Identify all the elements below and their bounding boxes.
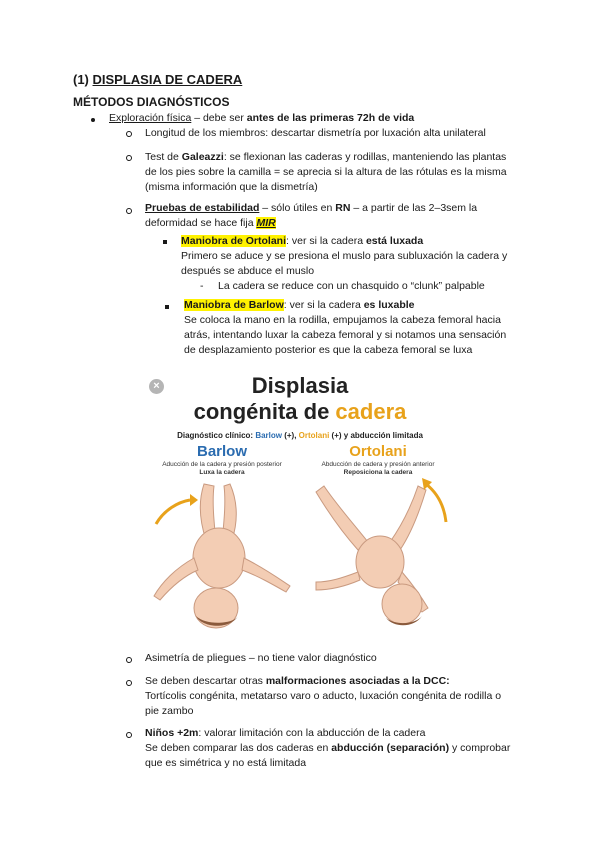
barlow-name: Maniobra de Barlow bbox=[184, 299, 284, 311]
section-heading: MÉTODOS DIAGNÓSTICOS bbox=[73, 95, 230, 109]
ninos-line2c: y comprobar bbox=[449, 742, 511, 754]
figure-title-2b: cadera bbox=[335, 399, 407, 424]
estabilidad-rest-a: – sólo útiles en bbox=[259, 202, 336, 214]
ortolani-arrow-icon bbox=[426, 484, 446, 522]
ninos-line2a: Se deben comparar las dos caderas en bbox=[145, 742, 332, 754]
malformaciones-pre: Se deben descartar otras bbox=[145, 675, 266, 687]
malformaciones-block bbox=[145, 674, 535, 719]
figure-title-2a: congénita de bbox=[193, 399, 336, 424]
exploracion-label: Exploración física bbox=[109, 112, 192, 124]
barlow-arrow-icon bbox=[156, 500, 190, 524]
malformaciones-line2: Tortícolis congénita, metatarso varo o aducto, luxación congénita de rodilla o bbox=[145, 690, 502, 702]
ninos-bold: Niños +2m bbox=[145, 727, 199, 739]
ortolani-sub-dash: - bbox=[200, 280, 204, 292]
galeazzi-name: Galeazzi bbox=[181, 151, 224, 163]
galeazzi-pre: Test de bbox=[145, 151, 182, 163]
estabilidad-line2: deformidad se hace fija bbox=[145, 217, 257, 229]
bullet-circle bbox=[126, 657, 132, 663]
ortolani-sub: La cadera se reduce con un chasquido o “clunk” palpable bbox=[218, 280, 485, 292]
ortolani-block bbox=[181, 234, 541, 279]
malformaciones-bold: malformaciones asociadas a la DCC: bbox=[265, 675, 450, 687]
page-title bbox=[73, 71, 242, 88]
estabilidad-rest-b: – a partir de las 2–3sem la bbox=[350, 202, 478, 214]
barlow-line2: Se coloca la mano en la rodilla, empujamos la cabeza femoral hacia bbox=[184, 314, 501, 326]
bullet-circle bbox=[126, 208, 132, 214]
bullet-dot bbox=[91, 118, 95, 122]
dcc-figure bbox=[146, 372, 454, 635]
ortolani-name: Maniobra de Ortolani bbox=[181, 235, 287, 247]
barlow-bold: es luxable bbox=[363, 299, 415, 311]
title-text: DISPLASIA DE CADERA bbox=[92, 72, 243, 87]
galeazzi-rest: : se flexionan las caderas y rodillas, manteniendo las plantas bbox=[223, 151, 507, 163]
estabilidad-title: Pruebas de estabilidad bbox=[145, 202, 260, 214]
ninos-block bbox=[145, 726, 535, 771]
estabilidad-rn: RN bbox=[335, 202, 351, 214]
galeazzi-line2: de los pies sobre la camilla = se aprecia si la altura de las rótulas es la misma bbox=[145, 166, 507, 178]
barlow-arrow-head-icon bbox=[190, 494, 198, 506]
babies-illustration bbox=[146, 372, 454, 635]
ortolani-label: Ortolani bbox=[349, 443, 407, 460]
bullet-circle bbox=[126, 732, 132, 738]
figure-sub-ortolani: Ortolani bbox=[298, 431, 330, 440]
exploracion-bold: antes de las primeras 72h de vida bbox=[246, 112, 415, 124]
ortolani-mid: : ver si la cadera bbox=[286, 235, 366, 247]
malformaciones-line3: pie zambo bbox=[145, 705, 194, 717]
bullet-circle bbox=[126, 155, 132, 161]
ortolani-baby-illustration bbox=[316, 486, 428, 624]
barlow-block bbox=[184, 298, 544, 358]
longitud-line: Longitud de los miembros: descartar dismetría por luxación alta unilateral bbox=[145, 127, 486, 139]
pliegues-line: Asimetría de pliegues – no tiene valor diagnóstico bbox=[145, 652, 377, 664]
figure-sub-pre: Diagnóstico clínico: bbox=[177, 431, 256, 440]
estabilidad-block bbox=[145, 201, 535, 231]
figure-sub-barlow: Barlow bbox=[255, 431, 282, 440]
bullet-square bbox=[163, 240, 167, 244]
ninos-line2b: abducción (separación) bbox=[331, 742, 450, 754]
figure-title-1: Displasia bbox=[251, 373, 349, 398]
galeazzi-block bbox=[145, 150, 535, 195]
ninos-rest: : valorar limitación con la abducción de la cadera bbox=[198, 727, 426, 739]
galeazzi-line3: (misma información que la dismetría) bbox=[145, 181, 318, 193]
bullet-circle bbox=[126, 680, 132, 686]
barlow-label: Barlow bbox=[196, 443, 247, 460]
ortolani-line2: Primero se aduce y se presiona el muslo para subluxación la cadera y bbox=[181, 250, 508, 262]
mir-tag: MIR bbox=[256, 217, 276, 229]
exploracion-dash: – debe ser bbox=[191, 112, 247, 124]
barlow-desc-1: Aducción de la cadera y presión posterior bbox=[162, 461, 282, 468]
ortolani-desc-2: Reposiciona la cadera bbox=[343, 469, 413, 476]
figure-sub-mid2: (+) y abducción limitada bbox=[329, 431, 423, 440]
bullet-circle bbox=[126, 131, 132, 137]
figure-sub-mid1: (+), bbox=[281, 431, 299, 440]
ortolani-bold: está luxada bbox=[365, 235, 424, 247]
barlow-line3: atrás, intentando luxar la cabeza femoral y si notamos una sensación bbox=[184, 329, 507, 341]
ortolani-desc-1: Abducción de cadera y presión anterior bbox=[321, 461, 435, 468]
ortolani-line3: después se abduce el muslo bbox=[181, 265, 315, 277]
barlow-line4: de desplazamiento posterior es que la cabeza femoral se luxa bbox=[184, 344, 473, 356]
exploracion-line bbox=[109, 111, 414, 126]
barlow-desc-2: Luxa la cadera bbox=[199, 469, 245, 476]
ninos-line3: que es simétrica y no está limitada bbox=[145, 757, 307, 769]
barlow-mid: : ver si la cadera bbox=[283, 299, 364, 311]
close-icon[interactable]: × bbox=[149, 379, 164, 394]
title-number: (1) bbox=[73, 72, 89, 87]
bullet-square bbox=[165, 305, 169, 309]
